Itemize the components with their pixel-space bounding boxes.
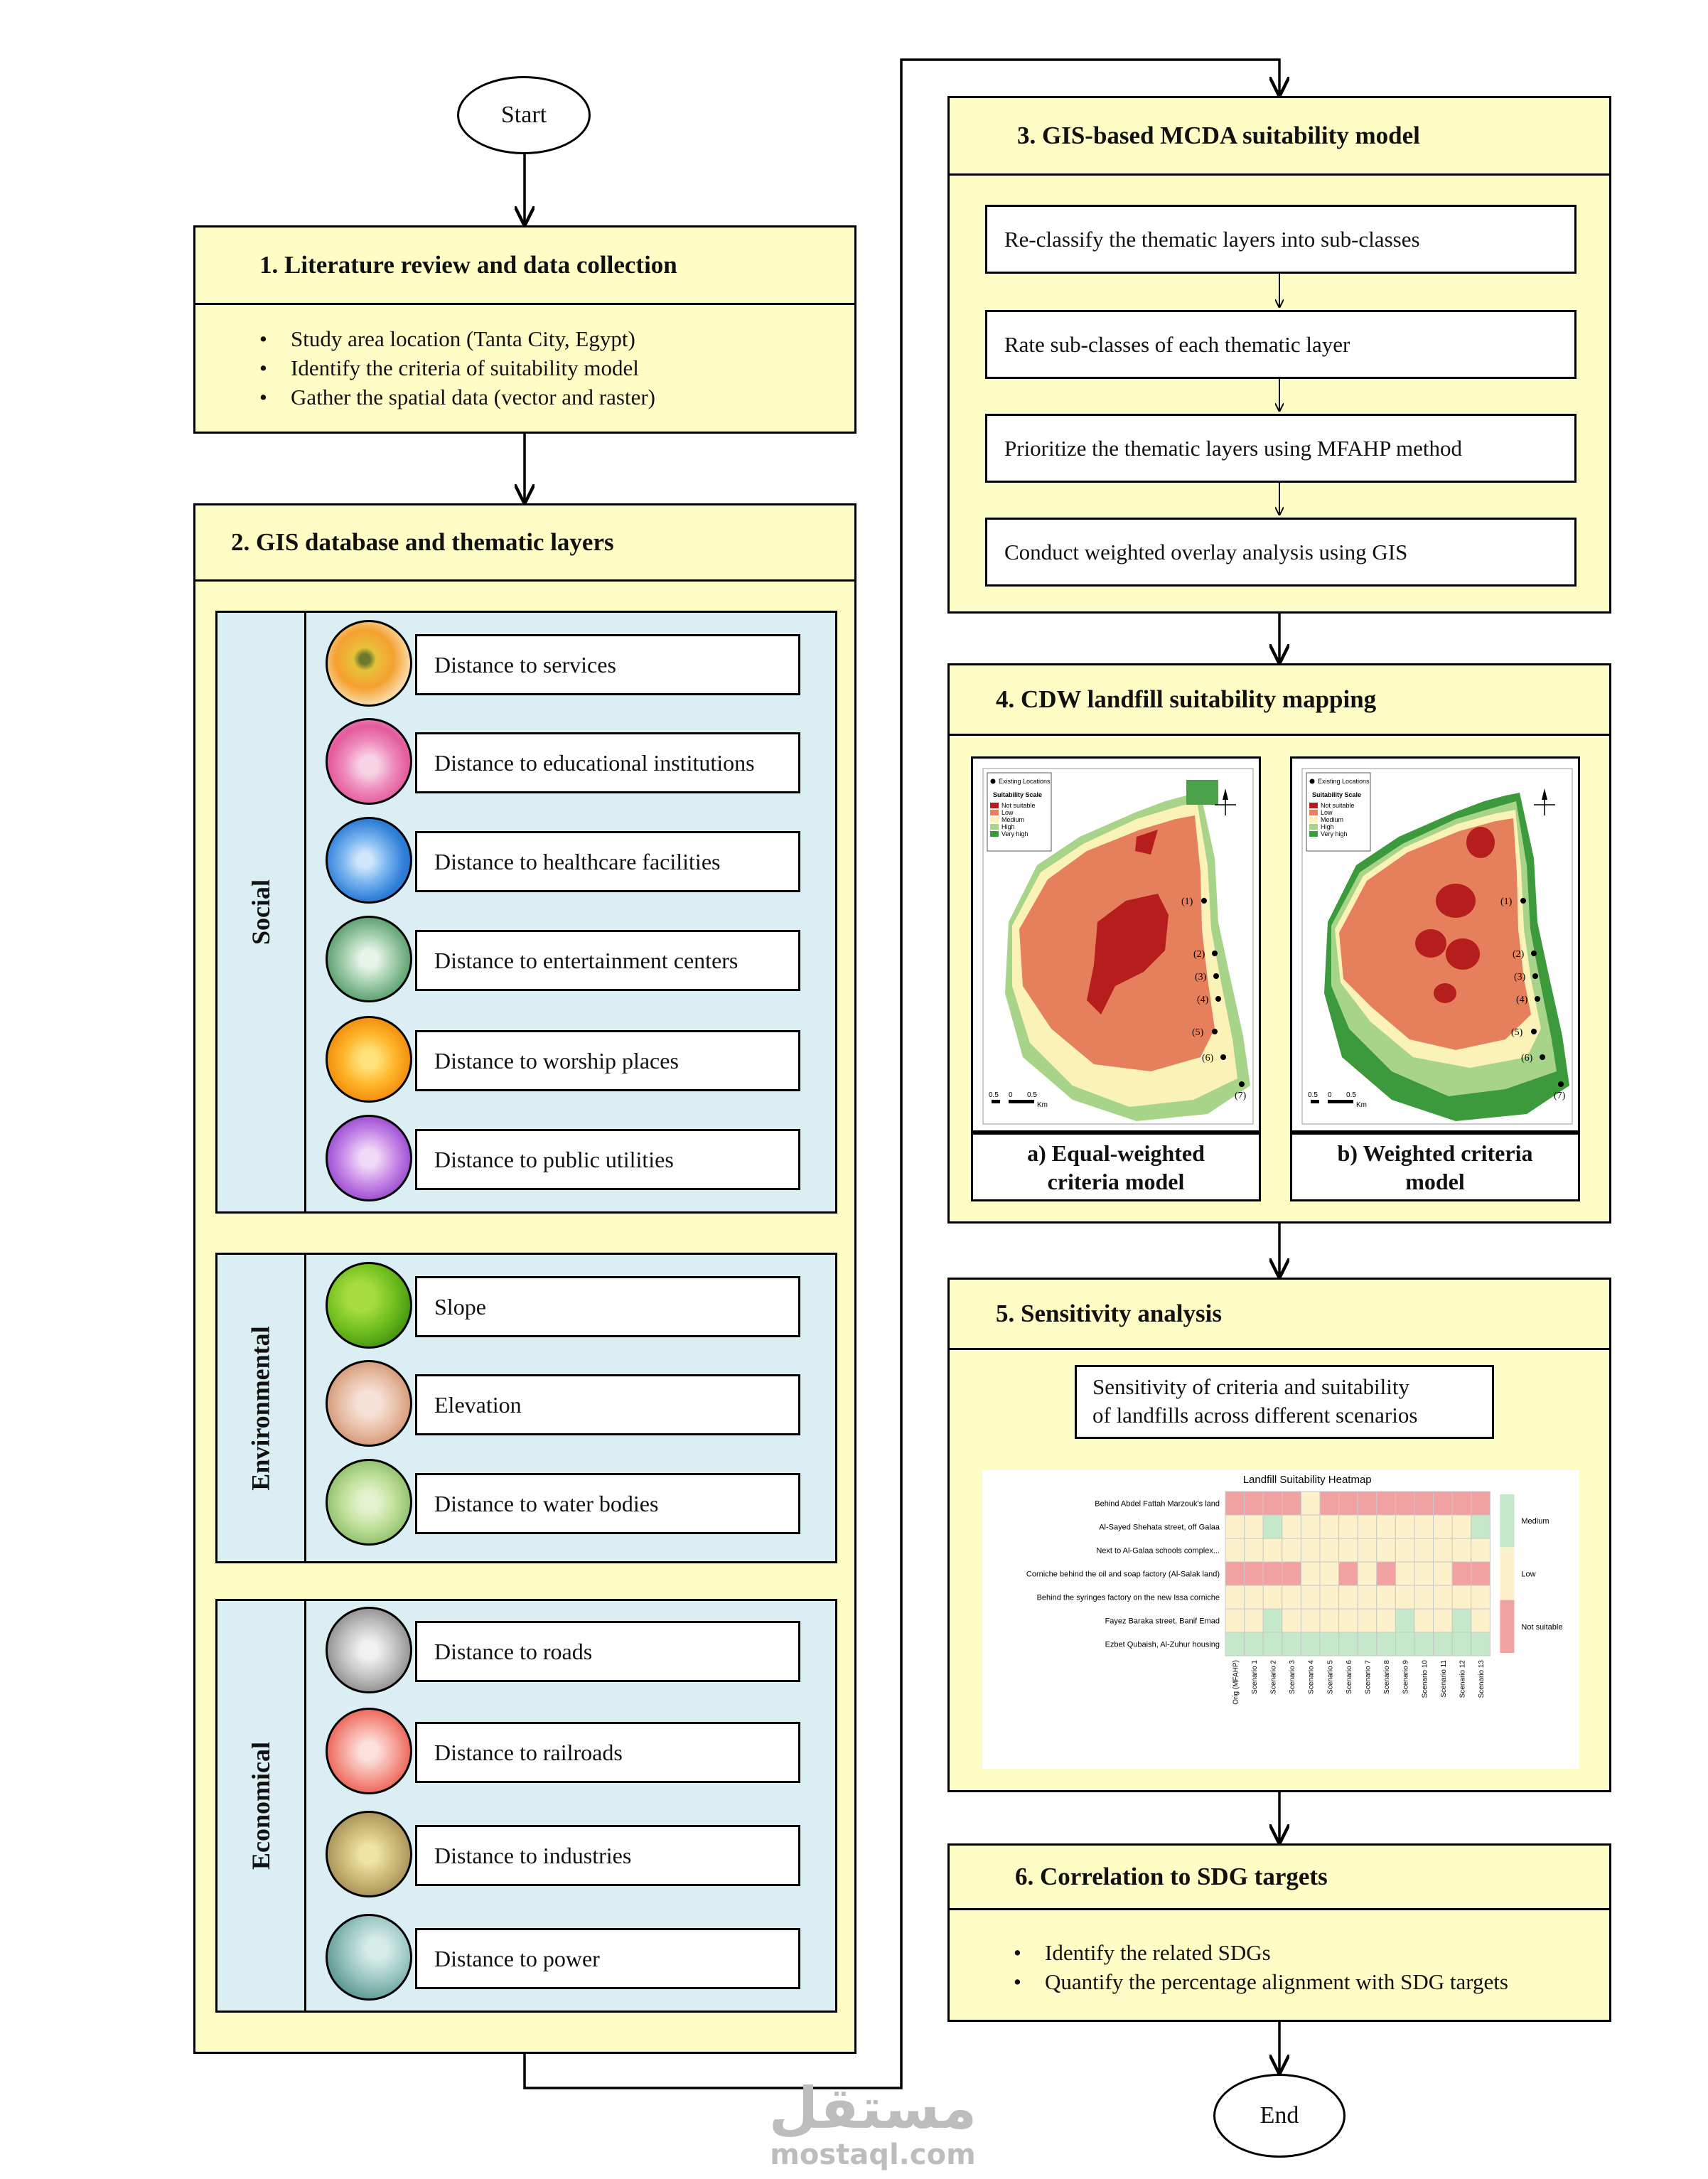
heatmap-col-label: Scenario 9 [1402,1660,1410,1694]
step1-title: 1. Literature review and data collection [195,227,854,305]
end-label: End [1259,2102,1299,2129]
group-label-economical: Economical [247,1742,276,1870]
legend-class: Medium [1001,816,1025,823]
heatmap-col-label: Scenario 2 [1269,1660,1278,1694]
mcda-step-reclassify: Re-classify the thematic layers into sub-classes [985,205,1577,274]
heatmap-col-label: Scenario 5 [1326,1660,1335,1694]
map-point-label: (3) [1514,972,1526,983]
step5-title: 5. Sensitivity analysis [950,1280,1609,1350]
scale-label: 0 [1009,1091,1013,1099]
map-point-label: (4) [1516,995,1528,1005]
watermark-latin: mostaql.com [770,2138,976,2171]
heatmap-row-label: Ezbet Qubaish, Al-Zuhur housing [1105,1640,1220,1649]
group-label-social: Social [246,879,275,946]
heatmap-col-label: Scenario 4 [1307,1660,1316,1694]
legend-class: Very high [1321,830,1348,837]
start-label: Start [500,102,547,128]
layer-distance-to-industries: Distance to industries [415,1825,800,1886]
caption-weighted: b) Weighted criteria model [1290,1133,1580,1201]
map-point-label: (4) [1197,995,1209,1005]
heatmap-row-label: Corniche behind the oil and soap factory (Al-Salak land) [1026,1570,1220,1579]
legend-class: Very high [1001,830,1028,837]
arrow-step2-to-step3 [525,60,1279,2088]
heatmap-col-label: Scenario 11 [1439,1660,1448,1698]
heatmap-legend-label: Not suitable [1521,1622,1563,1632]
heatmap-row-label: Fayez Baraka street, Banif Emad [1105,1617,1220,1626]
step6-bullet: • Identify the related SDGs [1014,1938,1508,1967]
watermark-arabic: مستقل [768,2075,977,2141]
layer-distance-to-services: Distance to services [415,634,800,695]
heatmap-col-label: Scenario 8 [1383,1660,1392,1694]
legend-existing-locations: Existing Locations [999,778,1051,785]
scale-label: 0.5 [1308,1091,1318,1099]
heatmap-title: Landfill Suitability Heatmap [1242,1474,1372,1486]
scale-label: 0.5 [1346,1091,1356,1099]
layer-distance-to-railroads: Distance to railroads [415,1722,800,1783]
caption-equal-weighted: a) Equal-weighted criteria model [971,1133,1261,1201]
map-point-label: (6) [1202,1053,1214,1064]
mcda-step-overlay: Conduct weighted overlay analysis using GIS [985,518,1577,587]
scale-label: 0.5 [1027,1091,1037,1099]
legend-title: Suitability Scale [993,791,1043,798]
step1-bullet: • Identify the criteria of suitability model [259,353,655,382]
heatmap-row-label: Behind the syringes factory on the new Issa corniche [1036,1593,1220,1602]
legend-class: Medium [1321,816,1344,823]
layer-distance-to-power: Distance to power [415,1928,800,1989]
heatmap-legend-label: Low [1521,1570,1536,1579]
map-point-label: (1) [1500,896,1513,907]
layer-distance-to-water-bodies: Distance to water bodies [415,1473,800,1534]
heatmap-col-label: Scenario 7 [1364,1660,1373,1694]
step6-title: 6. Correlation to SDG targets [950,1846,1609,1910]
legend-existing-locations: Existing Locations [1318,778,1370,785]
map-point-label: (5) [1192,1027,1204,1038]
layer-distance-to-public-utilities: Distance to public utilities [415,1129,800,1190]
heatmap-row-label: Behind Abdel Fattah Marzouk's land [1095,1499,1220,1509]
heatmap-col-label: Scenario 10 [1421,1660,1429,1698]
heatmap-col-label: Scenario 1 [1250,1660,1259,1694]
map-point-label: (5) [1511,1027,1523,1038]
legend-class: High [1321,823,1334,830]
map-point-label: (7) [1235,1091,1247,1101]
layer-distance-to-roads: Distance to roads [415,1621,800,1682]
layer-distance-to-educational-institutions: Distance to educational institutions [415,732,800,793]
mcda-step-rate: Rate sub-classes of each thematic layer [985,310,1577,379]
step3-title: 3. GIS-based MCDA suitability model [950,98,1609,176]
map-point-label: (2) [1513,949,1525,960]
mcda-step-prioritize: Prioritize the thematic layers using MFAHP method [985,414,1577,483]
heatmap-col-label: Scenario 13 [1478,1660,1486,1698]
heatmap-row-label: Al-Sayed Shehata street, off Galaa [1099,1523,1220,1532]
map-point-label: (2) [1193,949,1205,960]
map-point-label: (1) [1181,896,1193,907]
heatmap-col-label: Scenario 12 [1459,1660,1467,1698]
legend-class: High [1001,823,1015,830]
legend-title: Suitability Scale [1312,791,1362,798]
map-point-label: (7) [1554,1091,1566,1101]
heatmap-col-label: Scenario 6 [1345,1660,1353,1694]
step2-title: 2. GIS database and thematic layers [195,505,854,582]
layer-distance-to-worship-places: Distance to worship places [415,1030,800,1091]
scale-label: Km [1037,1101,1048,1109]
step1-bullet: • Gather the spatial data (vector and raster) [259,382,655,412]
watermark [766,2075,979,2171]
map-point-label: (3) [1195,972,1207,983]
legend-class: Low [1321,809,1333,816]
scale-label: Km [1356,1101,1367,1109]
group-label-environmental: Environmental [247,1325,275,1491]
heatmap-row-label: Next to Al-Galaa schools complex... [1096,1546,1220,1556]
sensitivity-note: Sensitivity of criteria and suitability of landfills across different scenarios [1075,1365,1494,1439]
heatmap-legend-label: Medium [1521,1517,1549,1526]
layer-distance-to-entertainment-centers: Distance to entertainment centers [415,930,800,991]
legend-class: Low [1001,809,1014,816]
layer-slope: Slope [415,1276,800,1337]
layer-elevation: Elevation [415,1374,800,1435]
step1-bullet: • Study area location (Tanta City, Egypt) [259,324,655,353]
scale-label: 0 [1328,1091,1332,1099]
scale-label: 0.5 [989,1091,999,1099]
step6-bullet: • Quantify the percentage alignment with SDG targets [1014,1967,1508,1996]
map-point-label: (6) [1521,1053,1533,1064]
heatmap-col-label: Scenario 3 [1289,1660,1297,1694]
legend-class: Not suitable [1321,802,1355,809]
heatmap-col-label: Orig (MFAHP) [1232,1660,1240,1705]
layer-distance-to-healthcare-facilities: Distance to healthcare facilities [415,831,800,892]
step4-title: 4. CDW landfill suitability mapping [950,665,1609,736]
legend-class: Not suitable [1001,802,1036,809]
